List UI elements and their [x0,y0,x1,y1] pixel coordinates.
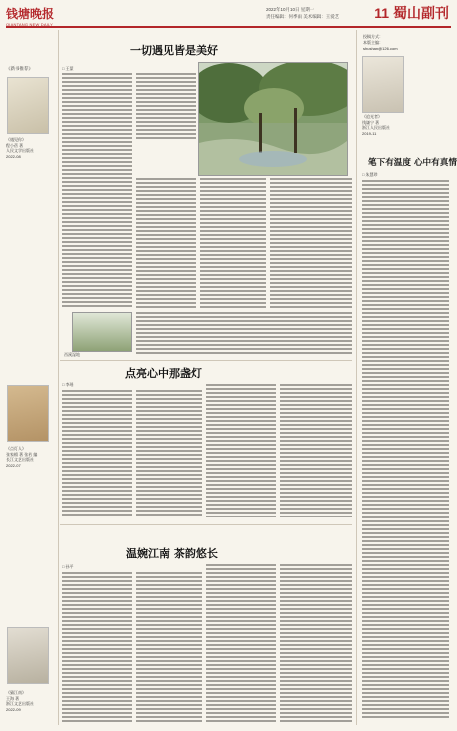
right-book-cover [362,56,404,113]
article-1-title: 一切遇见皆是美好 [130,44,218,57]
article-1-bottom [136,312,352,354]
book-publisher: 长江文艺出版社 [6,457,34,462]
editor-line-1: 投稿方式： [363,34,383,39]
book-publisher: 浙江文艺出版社 [6,701,34,706]
book-date: 2022-09 [6,706,21,712]
book-author: 张家榴 著 张若 编 [6,451,38,457]
book-author: 王海 著 [6,695,20,701]
book-date: 2022-08 [6,153,21,159]
masthead [6,4,451,28]
column-divider-left [58,30,59,725]
book-title: 《猫江南》 [6,690,26,695]
logo-chinese: 钱塘晚报 [6,7,55,21]
book-info-1 [6,137,56,159]
article-3-author: □ 孙平 [62,564,74,569]
book-title: 《追光者》 [362,114,382,119]
section-title: 蜀山副刊 [393,5,449,21]
book-publisher: 浙江人民出版社 [362,125,390,130]
article-3-col4 [280,564,352,722]
right-book-info [362,114,422,136]
article-2-col1 [62,390,132,517]
new-books-tag: 《新书推荐》 [6,66,33,71]
book-publisher: 人民文学出版社 [6,148,34,153]
article-4-body [362,180,449,720]
divider-a1-a2 [60,360,352,361]
book-title: 《点灯人》 [6,446,26,451]
article-3-col1 [62,572,132,722]
article-3-col3 [206,564,276,722]
newspaper-logo [6,5,68,25]
article-1-col4 [270,178,352,308]
photo-caption: 西溪湿地 [64,352,80,357]
book-info-2 [6,446,56,468]
book-cover-1 [7,77,49,134]
issue-meta [266,6,339,20]
editor-line: 责任编辑：何季雨 美术编辑：王爱艺 [266,14,340,19]
article-2-col4 [280,384,352,517]
logo-english: QIANTANG NEW DAILY [6,22,54,27]
book-tag [6,66,56,72]
article-2-col3 [206,384,276,517]
article-2-title: 点亮心中那盏灯 [125,367,202,380]
book-info-3 [6,690,56,712]
page-number: 11 [374,5,390,21]
book-cover-3 [7,627,49,684]
date-line: 2022年10月10日 星期一 [266,7,315,12]
book-author: 钱谦宁 著 [362,119,380,125]
book-date: 2019-11 [362,130,377,136]
article-1-author: □ 王蒙 [62,66,74,71]
article-1-col2 [136,178,196,308]
page-number-section [374,3,449,23]
article-2-col2 [136,390,202,517]
editor-email: shushan@126.com [363,46,398,51]
book-cover-2 [7,385,49,442]
scenery-illustration [199,63,347,175]
article-3-col2 [136,572,202,722]
book-author: 程小蓓 著 [6,142,24,148]
article-4-author: □ 朱慧珍 [362,172,378,177]
editor-line-2: 本版主编： [363,40,383,45]
inset-painting [72,312,132,352]
article-1-col1 [62,73,132,308]
article-1-col3 [200,178,266,308]
book-date: 2022-07 [6,462,21,468]
editor-box [363,34,449,52]
divider-a2-a3 [60,524,352,525]
article-3-title: 温婉江南 茶韵悠长 [126,547,218,560]
article-4-title: 笔下有温度 心中有真情 [368,158,457,168]
book-title: 《遇见你》 [6,137,26,142]
article-2-author: □ 李瑶 [62,382,74,387]
article-1-col2-top [136,73,196,141]
column-divider-right [356,30,357,725]
scenery-photo [198,62,348,176]
